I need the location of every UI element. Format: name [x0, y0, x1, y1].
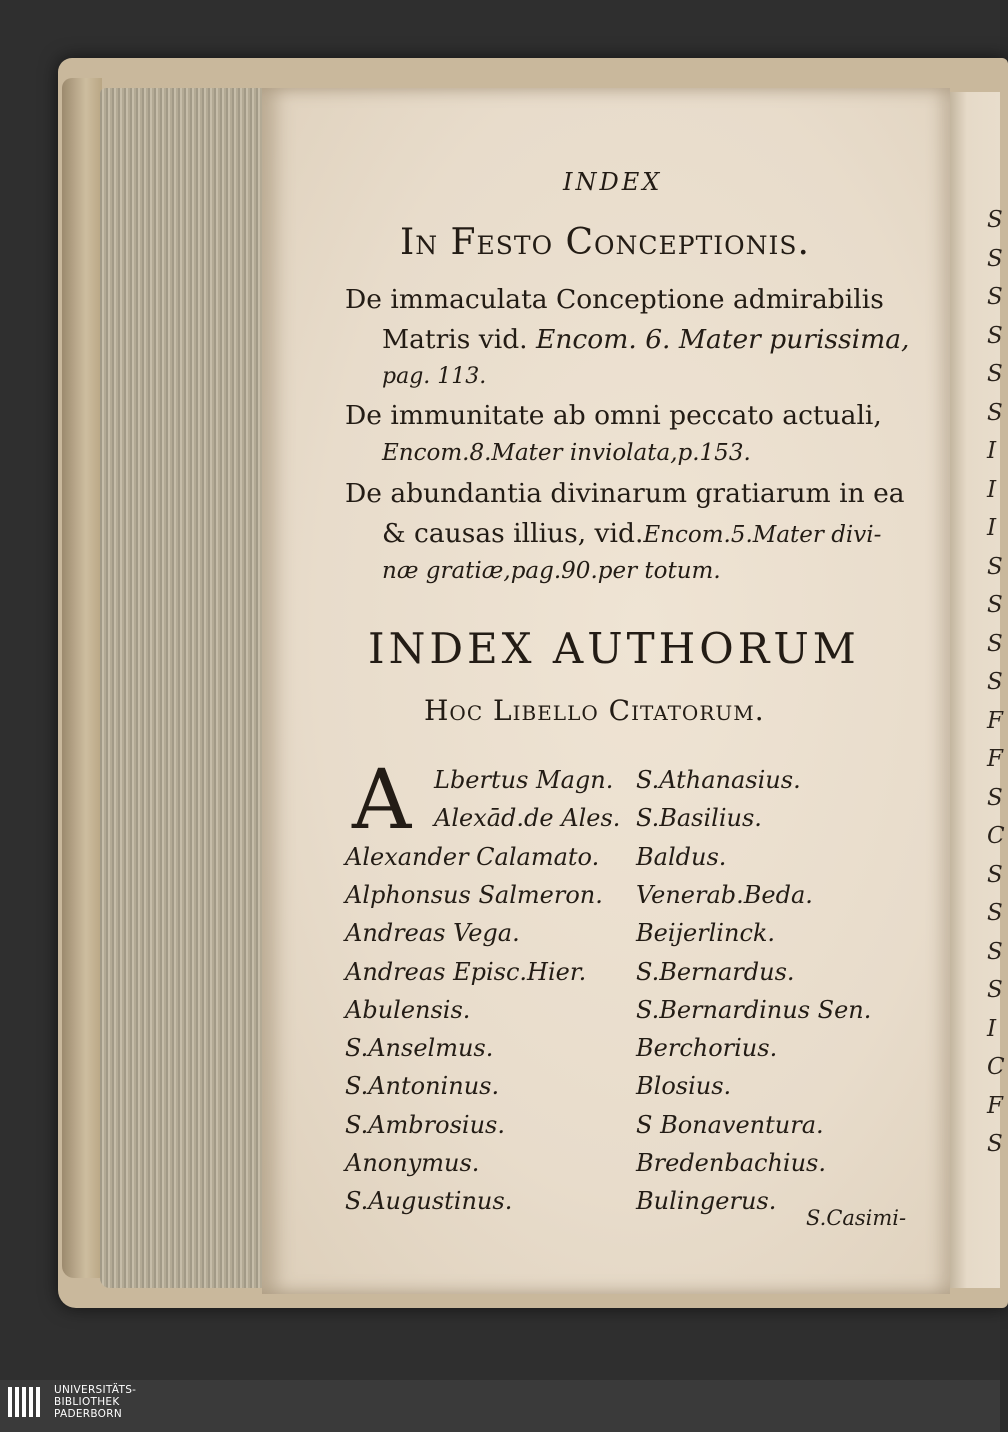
facing-page-letter: I: [987, 476, 997, 503]
author-entry: S.Anselmus.: [345, 1034, 494, 1063]
author-entry: Alexander Calamato.: [345, 842, 600, 871]
page-edges: [100, 88, 270, 1288]
facing-page-letter: F: [987, 1092, 1003, 1119]
author-entry: S Bonaventura.: [636, 1110, 824, 1139]
author-entry: S.Athanasius.: [636, 766, 801, 794]
facing-page-letter: S: [987, 861, 1003, 888]
author-entry: Andreas Episc.Hier.: [345, 957, 587, 986]
drop-cap: A: [352, 753, 412, 848]
facing-page-letter: F: [987, 707, 1003, 734]
author-entry: Baldus.: [636, 842, 727, 871]
entry-line: pag. 113.: [382, 364, 487, 389]
author-entry: Andreas Vega.: [345, 919, 520, 948]
entry-line: De abundantia divinarum gratiarum in ea: [345, 478, 905, 509]
facing-page-letter: S: [987, 207, 1003, 233]
entry-line: De immunitate ab omni peccato actuali,: [345, 400, 882, 431]
entry-line: & causas illius, vid.Encom.5.Mater divi-: [382, 518, 882, 549]
author-entry: Alphonsus Salmeron.: [345, 880, 603, 909]
author-entry: S.Bernardus.: [636, 957, 795, 986]
author-entry: Berchorius.: [636, 1034, 778, 1063]
facing-page-letter: S: [987, 245, 1003, 272]
author-entry: Blosius.: [636, 1072, 732, 1101]
author-entry: Abulensis.: [345, 995, 471, 1024]
facing-page-letter: S: [987, 553, 1003, 580]
author-entry: S.Basilius.: [636, 804, 762, 833]
footer-bar: [0, 1380, 1000, 1432]
facing-page-fragment: [945, 92, 1005, 1288]
author-entry: Bredenbachius.: [636, 1149, 826, 1177]
catchword: S.Casimi-: [806, 1206, 907, 1230]
running-head: INDEX: [563, 168, 663, 196]
author-entry: Alexād.de Ales.: [434, 804, 621, 833]
facing-page-letter: S: [987, 1131, 1003, 1157]
facing-page-letter: S: [987, 630, 1003, 657]
author-entry: Bulingerus.: [636, 1187, 777, 1216]
entry-line: Matris vid. Encom. 6. Mater purissima,: [382, 324, 910, 355]
library-logo-icon: [8, 1387, 46, 1425]
facing-page-letter: I: [987, 515, 997, 541]
facing-page-letter: S: [987, 322, 1003, 349]
entry-line: næ gratiæ,pag.90.per totum.: [382, 558, 721, 584]
author-entry: S.Augustinus.: [345, 1187, 513, 1216]
book-spine-edge: [62, 78, 102, 1278]
author-entry: S.Bernardinus Sen.: [636, 995, 872, 1024]
facing-page-letter: S: [987, 784, 1003, 811]
facing-page-letter: S: [987, 669, 1003, 695]
section-title: In Festo Conceptionis.: [400, 222, 810, 263]
facing-page-letter: S: [987, 938, 1003, 965]
author-entry: Lbertus Magn.: [434, 766, 614, 794]
facing-page-letter: S: [987, 361, 1003, 387]
index-subheading: Hoc Libello Citatorum.: [424, 694, 765, 727]
index-heading: INDEX AUTHORUM: [368, 624, 860, 673]
author-entry: S.Ambrosius.: [345, 1110, 505, 1139]
facing-page-letter: S: [987, 284, 1003, 310]
facing-page-letter: F: [987, 746, 1003, 772]
author-entry: Beijerlinck.: [636, 919, 776, 948]
author-entry: Anonymus.: [345, 1149, 480, 1177]
author-entry: S.Antoninus.: [345, 1072, 500, 1101]
facing-page-letter: I: [987, 1015, 997, 1042]
facing-page-letter: S: [987, 977, 1003, 1003]
facing-page-letter: C: [987, 1054, 1005, 1080]
author-entry: Venerab.Beda.: [636, 880, 813, 909]
facing-page-letter: S: [987, 900, 1003, 926]
facing-page-letter: S: [987, 399, 1003, 426]
entry-line: Encom.8.Mater inviolata,p.153.: [382, 440, 751, 466]
facing-page-letter: S: [987, 592, 1003, 618]
library-logo-text: UNIVERSITÄTS- BIBLIOTHEK PADERBORN: [54, 1384, 137, 1420]
entry-line: De immaculata Conceptione admirabilis: [345, 284, 884, 315]
facing-page-letter: C: [987, 823, 1005, 849]
facing-page-letter: I: [987, 438, 997, 464]
